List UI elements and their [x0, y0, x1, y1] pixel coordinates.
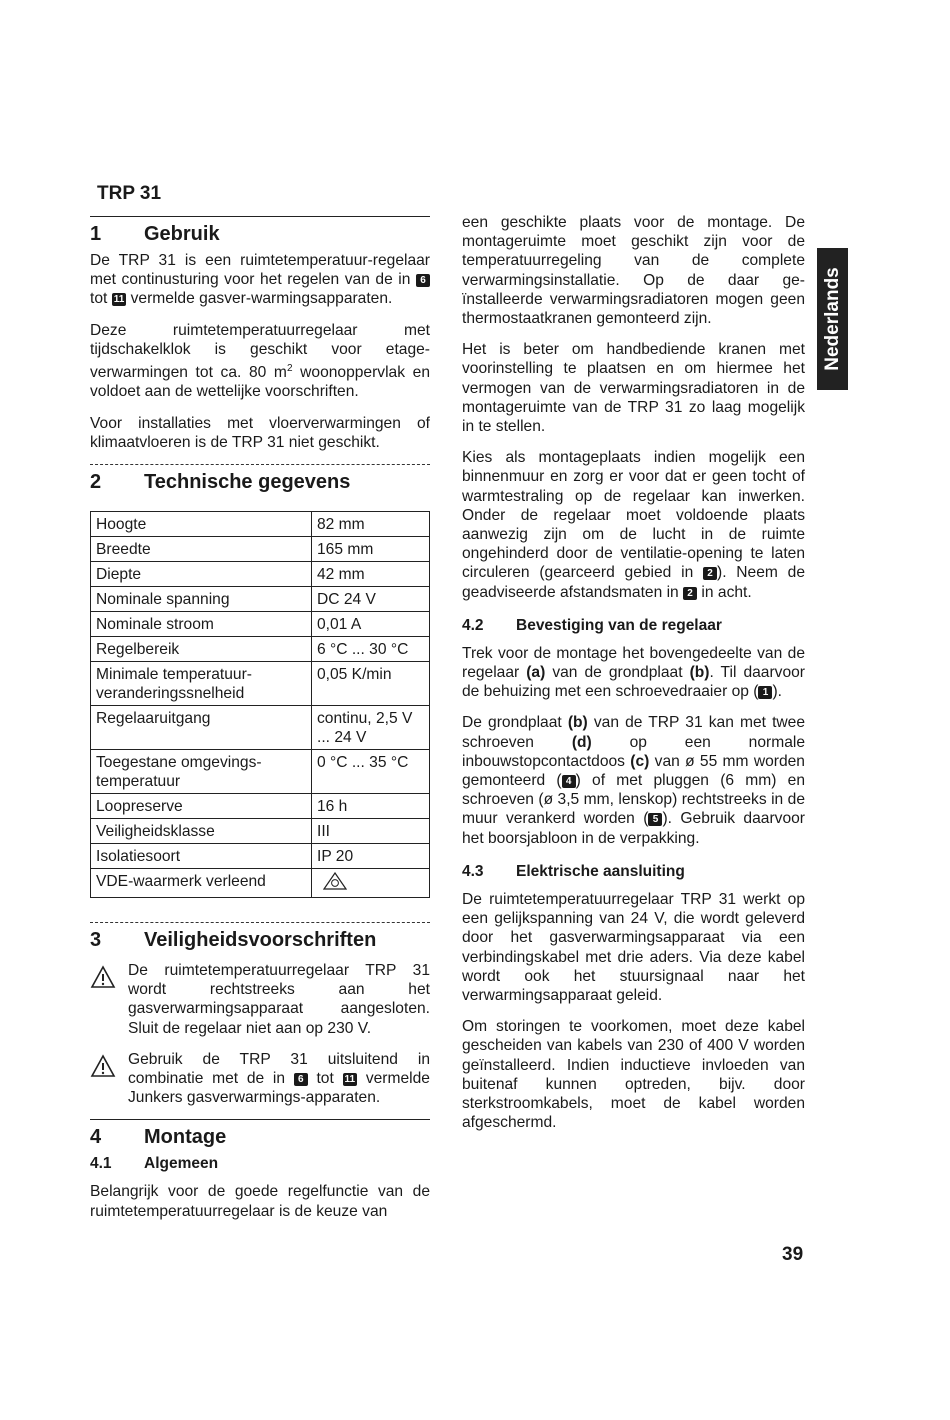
paragraph: Belangrijk voor de goede regelfunctie van de ruimtetemperatuurregelaar is de keuze van — [90, 1183, 430, 1220]
text-run: ). Neem de geadviseerde afstandsmaten in — [462, 564, 805, 601]
warning-block — [90, 961, 430, 1038]
text-run: . Til daarvoor de behuizing met een schroevedraaier op ( — [462, 664, 805, 701]
subsection-4-1-heading — [90, 1154, 430, 1174]
text-run: tot — [316, 1070, 334, 1088]
subsection-4-2-heading — [462, 616, 805, 636]
spec-value: continu, 2,5 V ... 24 V — [312, 706, 430, 750]
paragraph: een geschikte plaats voor de montage. De montageruimte moet geschikt zijn voor de temperatuurregeling van de complete verwarmingsinstallatie. Op de daar ge-ïnstalleerde verwarmingsradiatoren mogen geen thermostaatkranen gemonteerd zijn. — [462, 214, 805, 328]
spec-row — [91, 587, 430, 612]
spec-key: Regelaaruitgang — [91, 706, 312, 750]
figure-ref-badge: 5 — [648, 813, 662, 826]
subsection-4-3-heading — [462, 862, 805, 882]
subsection-title: Bevestiging van de regelaar — [516, 616, 722, 634]
spec-row — [91, 537, 430, 562]
paragraph — [462, 448, 805, 602]
text-run: De TRP 31 is een ruimtetemperatuur-regelaar met continusturing voor het regelen van de in — [90, 252, 430, 289]
spec-key: VDE-waarmerk verleend — [91, 869, 312, 898]
text-run: Deze ruimtetemperatuurregelaar met tijdschakelklok is geschikt voor etage-verwarmingen tot ca. 80 m — [90, 321, 430, 382]
document-title: TRP 31 — [97, 183, 162, 204]
text-run: tot — [90, 290, 108, 308]
spec-key: Nominale stroom — [91, 612, 312, 637]
warning-text — [128, 1050, 430, 1108]
paragraph: Het is beter om handbediende kranen met voorinstelling te plaatsen en om hiermee het vermogen van de verwarmingsradiatoren in de montageruimte van de TRP 31 zo laag mogelijk in te stellen. — [462, 341, 805, 436]
spec-value: 165 mm — [312, 537, 430, 562]
text-run: Kies als montageplaats indien mogelijk een binnenmuur en zorg er voor dat er geen tocht of warmtestraling op de regelaar kan inwerken. Onder de regelaar moet voldoende plaats aanwezig zijn om de lucht in de ruimte ongehinderd door de ventilatie-opening te laten circuleren (gearceerd gebied in — [462, 449, 805, 582]
warning-triangle-icon — [90, 961, 128, 1038]
spec-value: 0,01 A — [312, 612, 430, 637]
subsection-number: 4.3 — [462, 862, 484, 880]
spec-key: Hoogte — [91, 512, 312, 537]
section-4-heading — [90, 1124, 430, 1150]
side-tab-label: Nederlands — [821, 267, 843, 371]
paragraph — [462, 713, 805, 847]
spec-row — [91, 794, 430, 819]
text-run: van de TRP 31 kan met twee schroeven — [462, 714, 806, 751]
text-run: van de grondplaat — [545, 664, 690, 682]
figure-ref-badge: 2 — [683, 587, 697, 600]
text-run: Gebruik de TRP 31 uitsluitend in combinatie met de in — [128, 1050, 430, 1088]
spec-key: Isolatiesoort — [91, 844, 312, 869]
warning-triangle-icon — [90, 1050, 128, 1108]
bold-ref: (d) — [571, 733, 592, 751]
paragraph: Voor installaties met vloerverwarmingen of klimaatvloeren is de TRP 31 niet geschikt. — [90, 414, 430, 451]
subsection-number: 4.1 — [90, 1155, 112, 1173]
spec-value: DC 24 V — [312, 587, 430, 612]
spec-row — [91, 706, 430, 750]
spec-value: III — [312, 819, 430, 844]
text-run: vermelde gasver-warmingsapparaten. — [130, 290, 393, 308]
spec-key: Regelbereik — [91, 637, 312, 662]
text-run: in acht. — [701, 583, 752, 601]
section-number: 4 — [90, 1126, 102, 1149]
spec-key: Minimale temperatuur-veranderingssnelheid — [91, 662, 312, 706]
figure-ref-badge: 11 — [113, 294, 125, 306]
spec-table — [90, 511, 430, 898]
paragraph: Om storingen te voorkomen, moet deze kabel gescheiden van kabels van 230 of 400 V worden geïnstalleerd. Indien inductieve invloeden van buitenaf kunnen optreden, bijv. door sterkstroomkabels, moet de kabel worden afgeschermd. — [462, 1018, 805, 1132]
text-run: ). — [772, 683, 782, 701]
section-divider — [90, 464, 430, 465]
section-divider — [90, 1119, 430, 1120]
figure-ref-badge: 6 — [294, 1073, 308, 1086]
spec-value: 82 mm — [312, 512, 430, 537]
figure-ref-badge: 6 — [416, 274, 430, 287]
bold-ref: (b) — [567, 714, 588, 732]
spec-value: 0,05 K/min — [312, 662, 430, 706]
warning-text: De ruimtetemperatuurregelaar TRP 31 wordt rechtstreeks aan het gasverwarmingsapparaat aangesloten. Sluit de regelaar niet aan op 230 V. — [128, 962, 430, 1037]
spec-key: Nominale spanning — [91, 587, 312, 612]
spec-value — [312, 869, 430, 898]
text-run: van ø 55 mm worden gemonteerd ( — [462, 752, 805, 790]
spec-row — [91, 844, 430, 869]
bold-ref: (b) — [689, 664, 710, 682]
section-3-heading — [90, 927, 430, 953]
spec-key: Loopreserve — [91, 794, 312, 819]
spec-key: Toegestane omgevings-temperatuur — [91, 750, 312, 794]
section-title: Veiligheidsvoorschriften — [144, 929, 377, 952]
right-column — [462, 213, 805, 1144]
spec-row — [91, 662, 430, 706]
section-1-heading — [90, 221, 430, 247]
text-run: ) of met pluggen (6 mm) en schroeven (ø 3,5 mm, lenskop) rechtstreeks in de muur verankerd worden ( — [462, 772, 805, 828]
text-run: woonoppervlak en voldoet aan de wettelijke voorschriften. — [90, 364, 430, 401]
spec-row — [91, 819, 430, 844]
section-title: Montage — [144, 1126, 227, 1149]
figure-ref-badge: 11 — [344, 1074, 356, 1086]
spec-value: 0 °C ... 35 °C — [312, 750, 430, 794]
figure-ref-badge: 4 — [562, 775, 576, 788]
figure-ref-badge: 1 — [758, 686, 772, 699]
spec-row — [91, 750, 430, 794]
section-title: Gebruik — [144, 223, 220, 245]
spec-row — [91, 512, 430, 537]
paragraph — [462, 644, 805, 702]
vde-mark-icon — [323, 872, 347, 895]
spec-key: Diepte — [91, 562, 312, 587]
bold-ref: (c) — [630, 752, 650, 770]
section-number: 1 — [90, 223, 102, 245]
section-divider — [90, 922, 430, 923]
superscript: 2 — [286, 363, 293, 375]
spec-value: IP 20 — [312, 844, 430, 869]
section-number: 2 — [90, 471, 102, 494]
spec-key: Breedte — [91, 537, 312, 562]
bold-ref: (a) — [526, 664, 546, 682]
spec-value: 16 h — [312, 794, 430, 819]
section-number: 3 — [90, 929, 102, 952]
paragraph: De ruimtetemperatuurregelaar TRP 31 werkt op een gelijkspanning van 24 V, die wordt geleverd door het gasverwarmingsapparaat via een verbindingskabel met drie aders. Via deze kabel wordt ook het stuursignaal naar het verwarmingsapparaat geleid. — [462, 890, 805, 1004]
text-run: vermelde Junkers gasverwarmings-apparaten. — [128, 1070, 430, 1107]
figure-ref-badge: 2 — [703, 567, 717, 580]
section-title: Technische gegevens — [144, 471, 351, 494]
spec-row — [91, 612, 430, 637]
text-run: ). Gebruik daarvoor het boorsjabloon in de verpakking. — [462, 810, 805, 847]
paragraph — [90, 251, 430, 309]
section-2-heading — [90, 469, 430, 495]
spec-row — [91, 562, 430, 587]
text-run: op een normale inbouwstopcontactdoos — [462, 733, 806, 770]
paragraph — [90, 321, 430, 402]
warning-block — [90, 1050, 430, 1108]
page-number: 39 — [782, 1244, 804, 1265]
spec-row — [91, 637, 430, 662]
spec-key: Veiligheidsklasse — [91, 819, 312, 844]
subsection-title: Elektrische aansluiting — [516, 862, 685, 880]
text-run: Trek voor de montage het bovengedeelte van de regelaar — [462, 644, 805, 682]
spec-value: 6 °C ... 30 °C — [312, 637, 430, 662]
text-run: De grondplaat — [462, 714, 568, 732]
language-side-tab — [817, 248, 848, 390]
subsection-number: 4.2 — [462, 616, 484, 634]
subsection-title: Algemeen — [144, 1155, 219, 1173]
left-column — [90, 216, 430, 1233]
section-divider — [90, 216, 430, 217]
spec-value: 42 mm — [312, 562, 430, 587]
spec-row — [91, 869, 430, 898]
